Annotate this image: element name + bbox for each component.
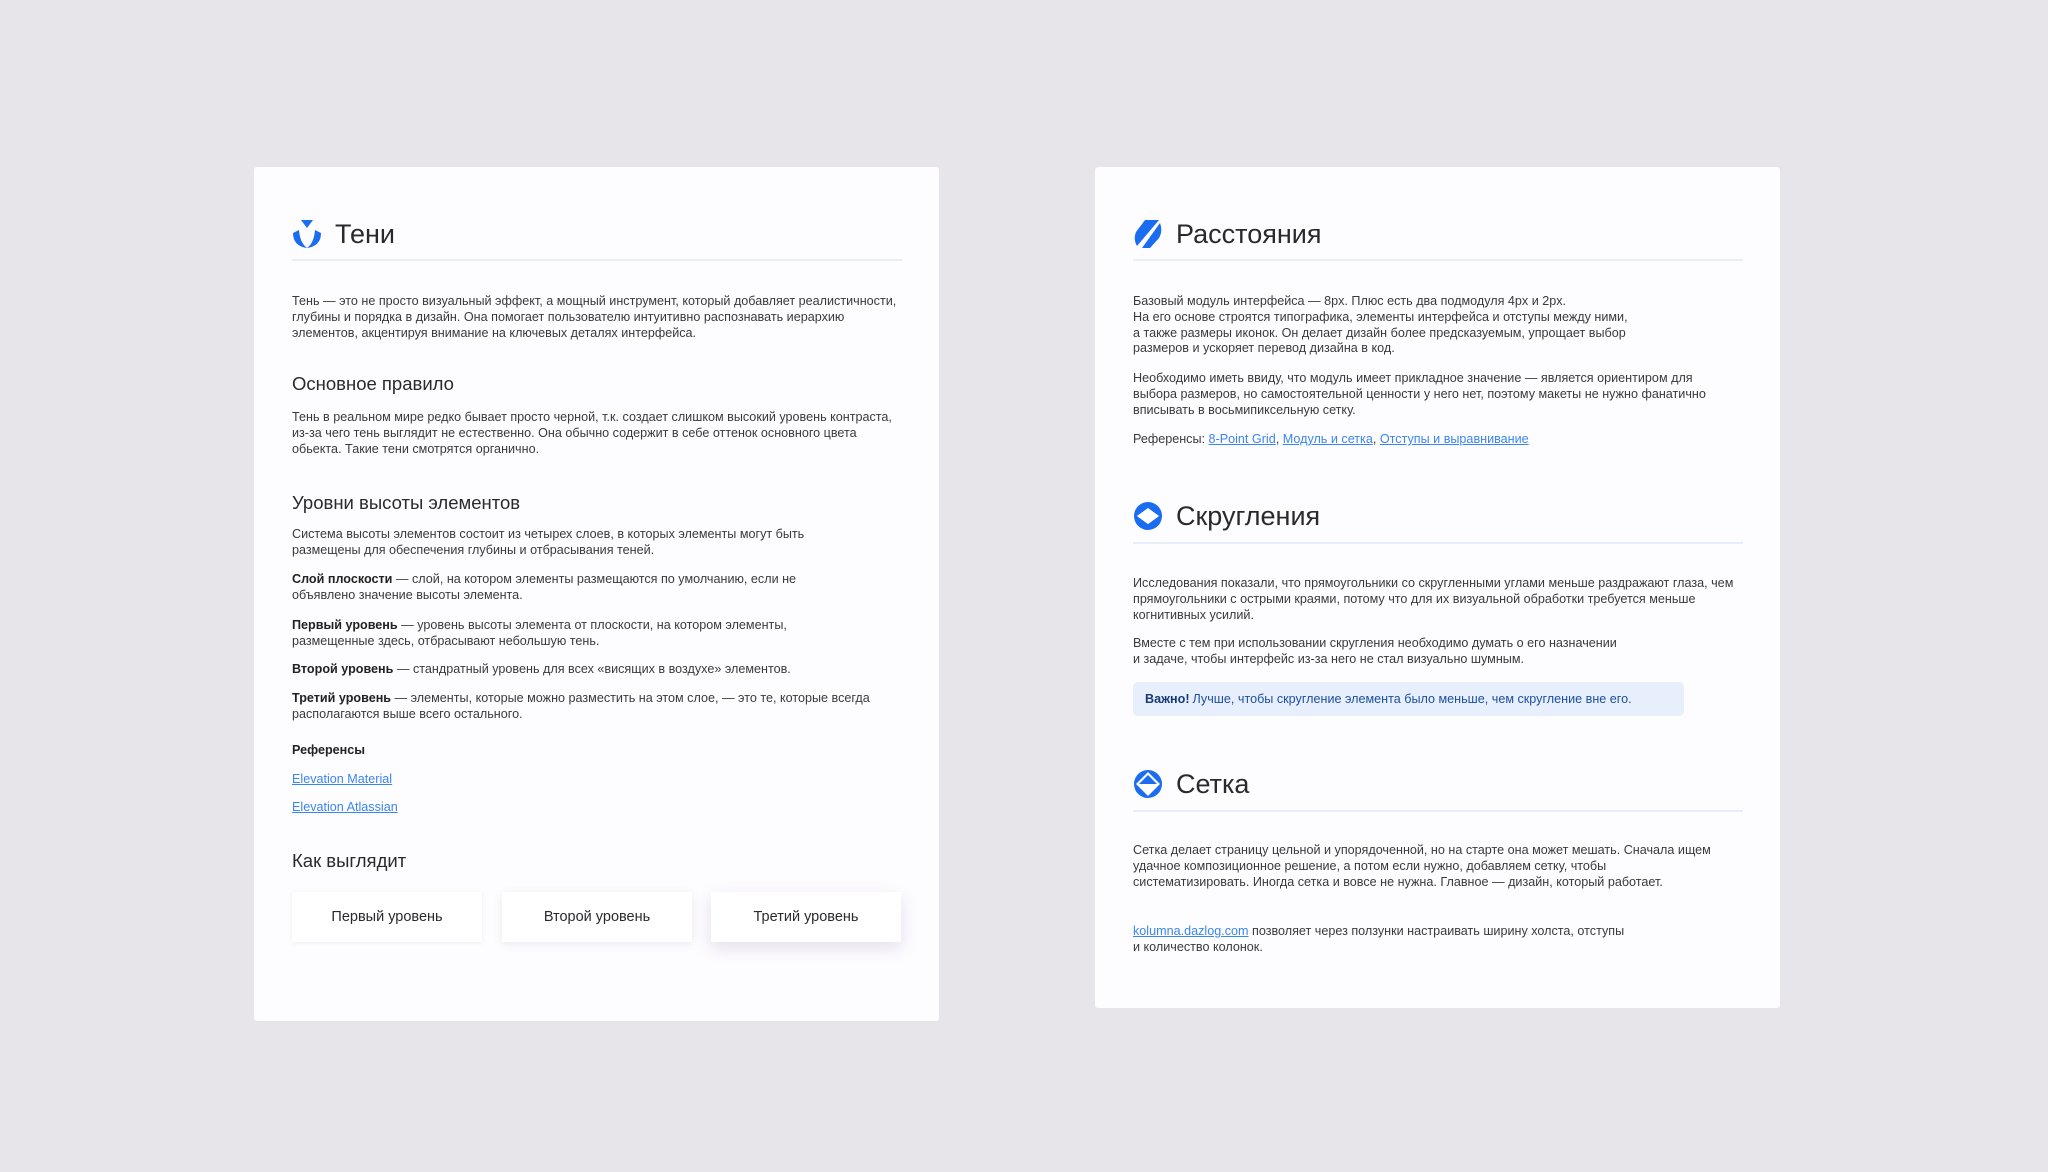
preview-heading: Как выглядит	[292, 850, 407, 871]
spacing-title: Расстояния	[1133, 218, 1743, 250]
shadows-title: Тени	[292, 218, 902, 250]
link-spacing-alignment[interactable]: Отступы и выравнивание	[1379, 432, 1529, 446]
link-8-point-grid[interactable]: 8-Point Grid	[1208, 432, 1276, 446]
spacing-icon	[1133, 219, 1163, 249]
divider	[1133, 542, 1743, 544]
link-kolumna[interactable]: kolumna.dazlog.com	[1133, 924, 1249, 938]
layout-card	[1095, 167, 1780, 1008]
second-level-card[interactable]: Второй уровень	[502, 892, 692, 942]
divider	[292, 259, 902, 261]
rounding-text-1: Исследования показали, что прямоугольники со скругленными углами меньше раздражают глаза, чем прямоугольники с острыми краями, потому что для их визуальной обработки требуется меньше когнитивных усилий.	[1133, 576, 1734, 622]
shadows-icon	[292, 219, 322, 249]
rule-heading: Основное правило	[292, 373, 454, 394]
refs-heading: Референсы	[292, 743, 366, 757]
rule-text: Тень в реальном мире редко бывает просто черной, т.к. создает слишком высокий уровень контраста, из-за чего тень выглядит не естественно. Она обычно содержит в себе оттенок основного цвета обьекта. Такие тени смотрятся органично.	[292, 410, 892, 456]
levels-text: Система высоты элементов состоит из четырех слоев, в которых элементы могут быть размещены для обеспечения глубины и отбрасывания теней.	[292, 527, 805, 557]
first-level-card[interactable]: Первый уровень	[292, 892, 482, 942]
spacing-text-2: Необходимо иметь ввиду, что модуль имеет прикладное значение — является ориентиром для выбора размеров, но самостоятельной ценности у него нет, поэтому макеты не нужно фанатично вписывать в восьмипиксельную сетку.	[1133, 371, 1706, 417]
divider	[1133, 810, 1743, 812]
rounding-title: Скругления	[1133, 500, 1743, 532]
shadows-intro: Тень — это не просто визуальный эффект, а мощный инструмент, который добавляет реалистичности, глубины и порядка в дизайн. Она помогает пользователю интуитивно распознавать иерархию элементов, акцентируя внимание на ключевых деталях интерфейса.	[292, 294, 897, 340]
levels-heading: Уровни высоты элементов	[292, 492, 521, 513]
third-level-card[interactable]: Третий уровень	[711, 892, 901, 942]
level-item: Слой плоскости — слой, на котором элементы размещаются по умолчанию, если не объявлено значение высоты элемента.	[292, 572, 797, 602]
link-elevation-material[interactable]: Elevation Material	[292, 772, 393, 786]
shadows-card	[254, 167, 939, 1021]
link-elevation-atlassian[interactable]: Elevation Atlassian	[292, 800, 398, 814]
spacing-refs: Референсы: 8-Point Grid, Модуль и сетка, Отступы и выравнивание	[1133, 432, 1529, 446]
important-callout: Важно! Лучше, чтобы скругление элемента было меньше, чем скругление вне его.	[1133, 682, 1684, 716]
grid-text: Сетка делает страницу цельной и упорядоченной, но на старте она может мешать. Сначала ищем удачное композиционное решение, а потом если нужно, добавляем сетку, чтобы систематизировать. Иногда сетка и вовсе не нужна. Главное — дизайн, который работает.	[1133, 843, 1711, 889]
level-item: Первый уровень — уровень высоты элемента от плоскости, на котором элементы, размещенные здесь, отбрасывают небольшую тень.	[292, 618, 787, 648]
grid-title: Сетка	[1133, 768, 1743, 800]
level-item: Третий уровень — элементы, которые можно разместить на этом слое, — это те, которые всегда располагаются выше всего остального.	[292, 691, 870, 721]
link-module-grid[interactable]: Модуль и сетка	[1282, 432, 1373, 446]
spacing-text-1: Базовый модуль интерфейса — 8px. Плюс есть два подмодуля 4px и 2px. На его основе строятся типографика, элементы интерфейса и отступы между ними, а также размеры иконок. Он делает дизайн более предсказуемым, упрощает выбор размеров и ускоряет перевод дизайна в код.	[1133, 294, 1628, 356]
divider	[1133, 259, 1743, 261]
rounding-text-2: Вместе с тем при использовании скругления необходимо думать о его назначении и задаче, чтобы интерфейс из-за него не стал визуально шумным.	[1133, 636, 1617, 666]
grid-link-text: kolumna.dazlog.com позволяет через ползунки настраивать ширину холста, отступы и количество колонок.	[1133, 924, 1625, 954]
level-item: Второй уровень — стандратный уровень для всех «висящих в воздухе» элементов.	[292, 662, 791, 676]
rounding-icon	[1133, 501, 1163, 531]
grid-icon	[1133, 769, 1163, 799]
